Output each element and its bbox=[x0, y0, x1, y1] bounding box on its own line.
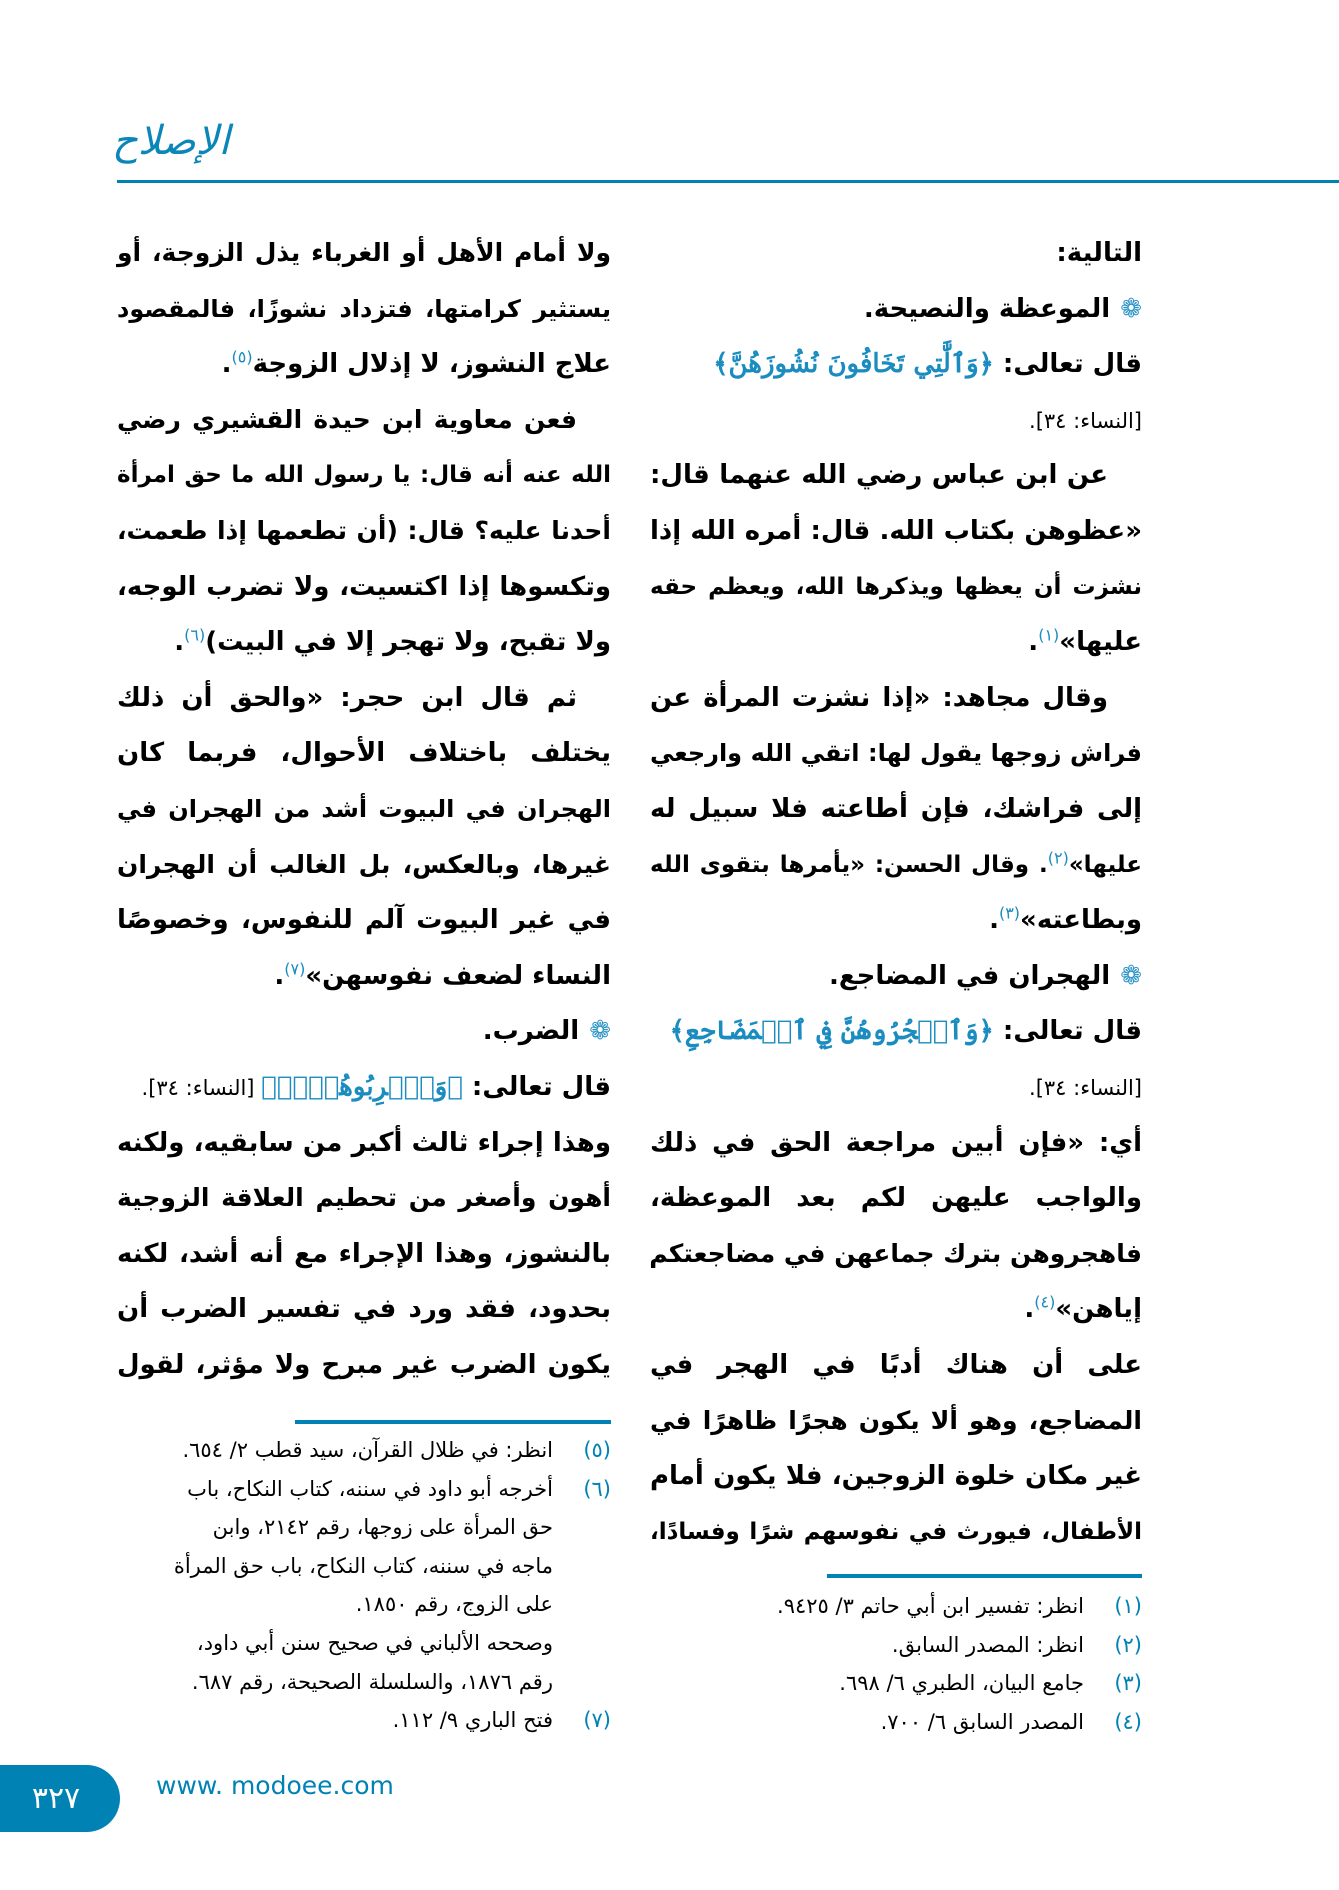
text-segment: . bbox=[989, 905, 999, 936]
footnote-number: (٤) bbox=[1114, 1709, 1142, 1734]
text-line bbox=[650, 1337, 1142, 1393]
text-line bbox=[117, 281, 611, 337]
text-segment: قال تعالى: bbox=[993, 1016, 1142, 1047]
footnote-text: المصدر السابق ٦/ ٧٠٠. bbox=[880, 1709, 1084, 1734]
verse-citation: [النساء: ٣٤]. bbox=[1029, 1076, 1142, 1100]
footnote bbox=[117, 1508, 611, 1547]
footnote bbox=[650, 1664, 1142, 1703]
text-line bbox=[117, 1170, 611, 1226]
publication-logo: الإصلاح bbox=[112, 118, 230, 164]
flower-bullet-icon: ❁ bbox=[1120, 293, 1142, 324]
text-line bbox=[650, 1281, 1142, 1337]
text-line bbox=[117, 1337, 611, 1393]
text-line bbox=[650, 447, 1142, 503]
text-segment: الضرب. bbox=[482, 1016, 580, 1047]
text-segment: على أن هناك أدبًا في الهجر في bbox=[650, 1350, 1142, 1380]
text-segment: قال تعالى: bbox=[993, 349, 1142, 380]
page-number: ٣٢٧ bbox=[0, 1765, 120, 1832]
footnote bbox=[117, 1585, 611, 1624]
text-segment: عن ابن عباس رضي الله عنهما قال: bbox=[650, 460, 1108, 491]
text-segment: الموعظة والنصيحة. bbox=[863, 293, 1111, 324]
text-line bbox=[117, 892, 611, 948]
footnote-ref[interactable]: (٧) bbox=[284, 959, 306, 979]
footnote-text: ماجه في سننه، كتاب النكاح، باب حق المرأة bbox=[173, 1553, 553, 1578]
text-line bbox=[117, 781, 611, 837]
text-line bbox=[650, 225, 1142, 281]
quran-verse: ﴿وَٱضۡرِبُوهُنَّۖ﴾ bbox=[261, 1072, 463, 1102]
text-line bbox=[117, 447, 611, 503]
text-line bbox=[650, 781, 1142, 837]
text-segment: ثم قال ابن حجر: «والحق أن ذلك bbox=[117, 682, 577, 713]
text-segment: . bbox=[174, 627, 185, 658]
footnote-ref[interactable]: (٢) bbox=[1047, 847, 1069, 867]
website-link[interactable]: www. modoee.com bbox=[156, 1771, 394, 1800]
footnote-divider bbox=[827, 1574, 1142, 1578]
text-segment: والواجب عليهن لكم بعد الموعظة، bbox=[650, 1183, 1142, 1214]
text-segment: بالنشوز، وهذا الإجراء مع أنه أشد، لكنه bbox=[117, 1238, 611, 1269]
text-segment: . وقال الحسن: «يأمرها بتقوى الله bbox=[650, 851, 1048, 878]
text-line bbox=[117, 559, 611, 615]
verse-citation: [النساء: ٣٤]. bbox=[141, 1076, 262, 1100]
text-segment: فعن معاوية ابن حيدة القشيري رضي bbox=[117, 404, 577, 434]
text-line bbox=[650, 1003, 1142, 1059]
footnote bbox=[117, 1470, 611, 1509]
footnote bbox=[117, 1701, 611, 1740]
text-line bbox=[117, 336, 611, 392]
text-segment: . bbox=[1024, 1294, 1035, 1325]
text-segment: أي: «فإن أبين مراجعة الحق في ذلك bbox=[650, 1127, 1142, 1158]
text-segment: . bbox=[221, 349, 232, 380]
footnote-text: انظر: تفسير ابن أبي حاتم ٣/ ٩٤٢٥. bbox=[777, 1594, 1084, 1618]
text-segment: الأطفال، فيورث في نفوسهم شرًا وفسادًا، bbox=[650, 1518, 1142, 1545]
text-segment: عليها» bbox=[1068, 851, 1142, 878]
text-line bbox=[650, 1059, 1142, 1115]
text-line bbox=[117, 1226, 611, 1282]
footnote-number: (٢) bbox=[1114, 1632, 1142, 1657]
text-line bbox=[117, 614, 611, 670]
text-segment: ولا تقبح، ولا تهجر إلا في البيت) bbox=[205, 627, 611, 658]
footnote-number: (٣) bbox=[1114, 1671, 1142, 1696]
text-line bbox=[650, 1170, 1142, 1226]
flower-bullet-icon: ❁ bbox=[589, 1016, 611, 1047]
text-line bbox=[650, 559, 1142, 615]
text-segment: عليها» bbox=[1059, 627, 1142, 658]
text-line bbox=[650, 1393, 1142, 1449]
footnote-number: (٧) bbox=[583, 1708, 611, 1733]
text-segment: أهون وأصغر من تحطيم العلاقة الزوجية bbox=[117, 1183, 611, 1213]
text-segment: يستثير كرامتها، فتزداد نشوزًا، فالمقصود bbox=[117, 294, 611, 323]
text-line bbox=[650, 892, 1142, 948]
text-line bbox=[117, 948, 611, 1004]
footnote-text: أخرجه أبو داود في سننه، كتاب النكاح، باب bbox=[187, 1476, 553, 1501]
footnote-divider bbox=[295, 1420, 611, 1424]
footnote-text: على الزوج، رقم ١٨٥٠. bbox=[355, 1592, 553, 1617]
footnote-text: فتح الباري ٩/ ١١٢. bbox=[392, 1708, 553, 1733]
text-segment: في غير البيوت آلم للنفوس، وخصوصًا bbox=[117, 905, 611, 936]
footnote-ref[interactable]: (٣) bbox=[998, 903, 1021, 923]
text-line bbox=[650, 948, 1142, 1004]
text-line bbox=[650, 1115, 1142, 1171]
text-line bbox=[117, 392, 611, 448]
footnote-text: حق المرأة على زوجها، رقم ٢١٤٢، وابن bbox=[212, 1515, 553, 1540]
footnote-text: رقم ١٨٧٦، والسلسلة الصحيحة، رقم ٦٨٧. bbox=[191, 1669, 553, 1694]
text-segment: الهجران في البيوت أشد من الهجران في bbox=[117, 795, 611, 823]
text-line bbox=[650, 336, 1142, 392]
text-line bbox=[650, 1448, 1142, 1504]
text-segment: وقال مجاهد: «إذا نشزت المرأة عن bbox=[650, 682, 1108, 713]
footnote bbox=[650, 1626, 1142, 1665]
footnote bbox=[117, 1624, 611, 1663]
footnote-ref[interactable]: (٦) bbox=[184, 625, 206, 645]
text-line bbox=[650, 281, 1142, 337]
text-line bbox=[117, 1281, 611, 1337]
text-segment: فاهجروهن بترك جماعهن في مضاجعتكم bbox=[649, 1238, 1142, 1268]
text-segment: وبطاعته» bbox=[1020, 905, 1142, 936]
text-segment: يختلف باختلاف الأحوال، فربما كان bbox=[117, 738, 611, 769]
text-line bbox=[650, 1504, 1142, 1560]
footnote-ref[interactable]: (١) bbox=[1038, 625, 1060, 645]
text-segment: غير مكان خلوة الزوجين، فلا يكون أمام bbox=[650, 1461, 1142, 1492]
text-segment: أحدنا عليه؟ قال: (أن تطعمها إذا طعمت، bbox=[117, 516, 611, 545]
text-segment: . bbox=[1028, 627, 1039, 658]
quran-verse: ﴿وَٱهۡجُرُوهُنَّ فِي ٱلۡمَضَاجِعِ﴾ bbox=[669, 1016, 994, 1047]
footnote-ref[interactable]: (٥) bbox=[231, 347, 253, 367]
text-segment: النساء لضعف نفوسهن» bbox=[305, 960, 611, 991]
text-segment: علاج النشوز، لا إذلال الزوجة bbox=[252, 349, 611, 380]
text-line bbox=[650, 1226, 1142, 1282]
text-segment: غيرها، وبالعكس، بل الغالب أن الهجران bbox=[117, 849, 611, 879]
text-segment: إياهن» bbox=[1055, 1294, 1142, 1325]
text-line bbox=[117, 225, 611, 281]
text-segment: الله عنه أنه قال: يا رسول الله ما حق امرأة bbox=[117, 462, 611, 489]
footnote bbox=[650, 1587, 1142, 1626]
text-segment: إلى فراشك، فإن أطاعته فلا سبيل له bbox=[650, 794, 1142, 824]
text-segment: نشزت أن يعظها ويذكرها الله، ويعظم حقه bbox=[650, 573, 1142, 600]
footnote-ref[interactable]: (٤) bbox=[1034, 1292, 1056, 1312]
text-segment: قال تعالى: bbox=[462, 1072, 611, 1102]
text-line bbox=[650, 725, 1142, 781]
text-segment: «عظوهن بكتاب الله. قال: أمره الله إذا bbox=[650, 516, 1142, 546]
text-segment: وهذا إجراء ثالث أكبر من سابقيه، ولكنه bbox=[117, 1127, 611, 1158]
text-segment: فراش زوجها يقول لها: اتقي الله وارجعي bbox=[650, 739, 1142, 768]
text-segment: بحدود، فقد ورد في تفسير الضرب أن bbox=[117, 1294, 611, 1325]
header-rule bbox=[117, 180, 1339, 183]
flower-bullet-icon: ❁ bbox=[1120, 960, 1142, 991]
text-segment: الهجران في المضاجع. bbox=[829, 960, 1111, 991]
text-line bbox=[117, 670, 611, 726]
verse-citation: [النساء: ٣٤]. bbox=[1029, 408, 1142, 433]
footnote bbox=[650, 1703, 1142, 1742]
text-segment: التالية: bbox=[1056, 238, 1142, 268]
footnote-text: جامع البيان، الطبري ٦/ ٦٩٨. bbox=[839, 1671, 1084, 1696]
footnote-text: وصححه الألباني في صحيح سنن أبي داود، bbox=[196, 1631, 553, 1655]
text-line bbox=[117, 1059, 611, 1115]
text-line bbox=[650, 614, 1142, 670]
text-segment: . bbox=[274, 960, 285, 991]
footnote bbox=[117, 1547, 611, 1586]
text-line bbox=[650, 837, 1142, 893]
text-line bbox=[117, 1003, 611, 1059]
text-line bbox=[650, 670, 1142, 726]
text-line bbox=[650, 392, 1142, 448]
footnote-text: انظر: في ظلال القرآن، سيد قطب ٢/ ٦٥٤. bbox=[182, 1438, 553, 1462]
footnote bbox=[117, 1663, 611, 1702]
text-segment: وتكسوها إذا اكتسيت، ولا تضرب الوجه، bbox=[117, 571, 611, 602]
footnote bbox=[117, 1431, 611, 1470]
quran-verse: ﴿وَٱلَّٰتِي تَخَافُونَ نُشُوزَهُنَّ﴾ bbox=[713, 349, 994, 380]
footnote-number: (٥) bbox=[583, 1438, 611, 1462]
text-segment: يكون الضرب غير مبرح ولا مؤثر، لقول bbox=[117, 1350, 611, 1380]
footnote-number: (١) bbox=[1114, 1594, 1142, 1618]
footnote-number: (٦) bbox=[583, 1476, 611, 1501]
text-line bbox=[650, 503, 1142, 559]
text-segment: المضاجع، وهو ألا يكون هجرًا ظاهرًا في bbox=[650, 1405, 1142, 1435]
text-segment: ولا أمام الأهل أو الغرباء يذل الزوجة، أو bbox=[117, 238, 611, 267]
text-line bbox=[117, 725, 611, 781]
text-line bbox=[117, 1115, 611, 1171]
footnote-text: انظر: المصدر السابق. bbox=[891, 1632, 1084, 1657]
text-line bbox=[117, 837, 611, 893]
text-line bbox=[117, 503, 611, 559]
